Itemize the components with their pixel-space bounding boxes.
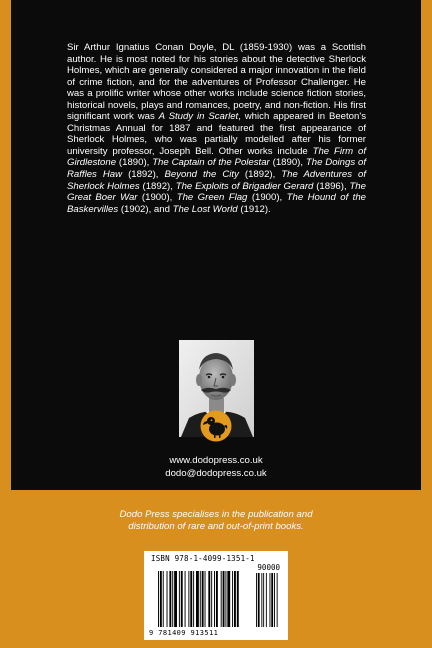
book-title: The Firm of Girdlestone <box>67 145 366 169</box>
barcode-bar <box>237 571 239 627</box>
barcode-bar <box>167 571 168 627</box>
barcode-bar <box>158 571 159 627</box>
bio-year: (1890), <box>116 157 153 169</box>
book-title: A Study in Scarlet <box>158 111 239 123</box>
bio-year: (1892), <box>122 169 165 181</box>
email-link[interactable]: dodo@dodopress.co.uk <box>165 467 267 479</box>
barcode-addon-bar <box>271 573 273 627</box>
publisher-tagline <box>11 509 421 532</box>
barcode-bar <box>225 571 226 627</box>
barcode-bar <box>216 571 218 627</box>
bio-year: (1896), <box>313 180 350 192</box>
book-title: The Lost World <box>172 203 238 215</box>
barcode-addon-bar <box>274 573 275 627</box>
book-title: Beyond the City <box>164 169 239 181</box>
barcode-bar <box>174 571 177 627</box>
book-title: The Great Boer War <box>67 180 366 204</box>
tagline-line-1: Dodo Press specialises in the publication and <box>119 509 313 520</box>
barcode-bar <box>188 571 189 627</box>
barcode-bar <box>214 571 215 627</box>
barcode-bar <box>208 571 210 627</box>
barcode-bar <box>185 571 186 627</box>
barcode-bar <box>190 571 192 627</box>
book-title: The Hound of the Baskervilles <box>67 192 366 215</box>
barcode-bar <box>227 571 230 627</box>
barcode-addon-bar <box>261 573 262 627</box>
barcode-bar <box>163 571 164 627</box>
book-title: The Adventures of Sherlock Holmes <box>67 169 366 192</box>
bio-text: , which appeared in Beeton's Christmas Annual for 1887 and featured the first appearance of Sherlock Holmes, who was partially modelled after his former university professor, Joseph Bell. Other works include <box>67 111 366 157</box>
barcode-bars <box>144 551 288 640</box>
barcode-number: 9 781409 913511 <box>149 629 219 637</box>
barcode-addon-bar <box>263 573 264 627</box>
barcode-bar <box>202 571 204 627</box>
dodo-bird-logo-icon <box>200 410 232 442</box>
bio-year: (1900), <box>247 192 287 204</box>
bio-year: (1902), and <box>118 203 173 215</box>
bio-year: (1890), <box>269 157 306 169</box>
barcode-bar <box>181 571 183 627</box>
price-code: 90000 <box>257 563 280 572</box>
barcode-bar <box>196 571 199 627</box>
website-link[interactable]: www.dodopress.co.uk <box>169 455 263 466</box>
book-title: The Green Flag <box>176 192 248 204</box>
barcode-addon-bar <box>266 573 267 627</box>
barcode-bar <box>193 571 194 627</box>
barcode-bar <box>179 571 180 627</box>
author-biography <box>67 42 366 215</box>
bio-year: (1892), <box>139 180 176 192</box>
book-title: The Doings of Raffles Haw <box>67 157 367 181</box>
book-title: The Exploits of Brigadier Gerard <box>175 180 314 192</box>
barcode-bar <box>211 571 212 627</box>
bio-text: Sir Arthur Ignatius Conan Doyle, DL (1859-1930) was a Scottish author. He is most noted for his stories about the detective Sherlock Holmes, which are generally considered a major innovation in the field of crime fiction, and for the adventures of Professor Challenger. He was a prolific writer whose other works include science fiction stories, historical novels, plays and romances, poetry, and non-fiction. His first significant work was <box>67 42 366 123</box>
bio-year: (1900), <box>137 192 177 204</box>
barcode-bar <box>200 571 201 627</box>
barcode-bar <box>232 571 233 627</box>
barcode-addon-bar <box>258 573 260 627</box>
bio-year: (1912). <box>237 203 271 215</box>
isbn-label: ISBN 978-1-4099-1351-1 <box>151 554 255 563</box>
barcode-bar <box>205 571 206 627</box>
barcode-bar <box>160 571 162 627</box>
bio-year: (1892), <box>238 169 282 181</box>
barcode-bar <box>169 571 171 627</box>
barcode-bar <box>234 571 236 627</box>
tagline-line-2: distribution of rare and out-of-print books. <box>128 520 304 532</box>
book-title: The Captain of the Polestar <box>152 157 270 169</box>
barcode-addon-bar <box>270 573 271 627</box>
barcode-bar <box>223 571 225 627</box>
barcode-bar <box>221 571 222 627</box>
barcode-addon-bar <box>256 573 257 627</box>
barcode-addon-bar <box>277 573 278 627</box>
barcode-bar <box>172 571 173 627</box>
publisher-contact <box>11 455 421 480</box>
isbn-barcode <box>144 551 288 640</box>
